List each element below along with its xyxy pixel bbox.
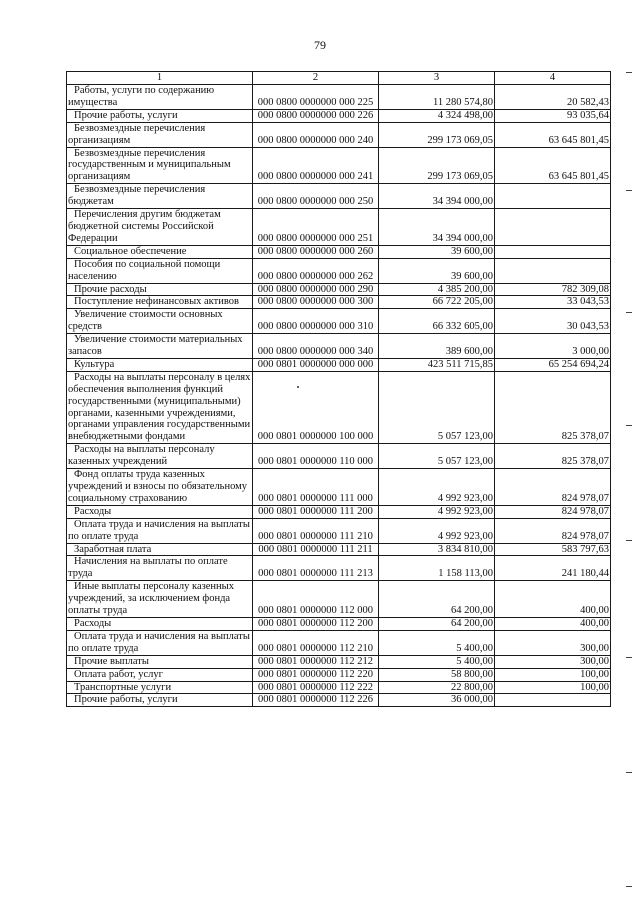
row-approved-cell: 66 722 205,00 [379, 296, 495, 309]
row-executed-cell: 100,00 [495, 668, 611, 681]
row-approved-cell: 4 992 923,00 [379, 469, 495, 506]
row-approved-cell: 389 600,00 [379, 334, 495, 359]
table-row [67, 444, 611, 469]
row-name-cell [67, 469, 253, 506]
row-approved-cell: 4 992 923,00 [379, 518, 495, 543]
scan-edge-mark [626, 886, 632, 887]
row-code-cell: 000 0801 0000000 100 000 [253, 371, 379, 443]
row-name-cell [67, 543, 253, 556]
row-name-cell [67, 668, 253, 681]
row-name-text: Прочие работы, услуги [74, 694, 178, 706]
row-executed-cell: 825 378,07 [495, 444, 611, 469]
row-executed-cell [495, 209, 611, 246]
row-code-cell: 000 0801 0000000 111 211 [253, 543, 379, 556]
row-executed-cell: 300,00 [495, 655, 611, 668]
row-name-text: Расходы на выплаты персоналу казенных учреждений [68, 444, 215, 468]
row-approved-cell: 58 800,00 [379, 668, 495, 681]
row-name-text: Оплата труда и начисления на выплаты по оплате труда [68, 518, 250, 542]
table-row [67, 630, 611, 655]
table-row [67, 371, 611, 443]
row-name-text: Фонд оплаты труда казенных учреждений и взносы по обязательному социальному страхованию [68, 469, 248, 504]
row-code-cell: 000 0800 0000000 000 340 [253, 334, 379, 359]
row-name-text: Увеличение стоимости основных средств [68, 309, 223, 333]
row-executed-cell: 824 978,07 [495, 469, 611, 506]
table-row [67, 209, 611, 246]
row-code-cell: 000 0800 0000000 000 240 [253, 122, 379, 147]
row-executed-cell: 20 582,43 [495, 85, 611, 110]
scan-speck [297, 386, 299, 388]
row-name-cell [67, 681, 253, 694]
row-name-cell [67, 630, 253, 655]
table-row [67, 85, 611, 110]
row-name-cell [67, 581, 253, 618]
row-code-cell: 000 0800 0000000 000 241 [253, 147, 379, 184]
scan-edge-mark [626, 540, 632, 541]
row-executed-cell: 825 378,07 [495, 371, 611, 443]
row-code-cell: 000 0801 0000000 112 212 [253, 655, 379, 668]
scan-edge-mark [626, 72, 632, 73]
row-executed-cell: 300,00 [495, 630, 611, 655]
row-name-text: Безвозмездные перечисления организациям [68, 122, 206, 146]
table-header-row [67, 72, 611, 85]
row-approved-cell: 66 332 605,00 [379, 309, 495, 334]
row-name-cell [67, 109, 253, 122]
row-executed-cell: 3 000,00 [495, 334, 611, 359]
row-name-text: Пособия по социальной помощи населению [68, 258, 221, 282]
column-header-1: 1 [67, 72, 253, 85]
row-name-cell [67, 184, 253, 209]
table-row [67, 296, 611, 309]
row-code-cell: 000 0800 0000000 000 262 [253, 258, 379, 283]
row-approved-cell: 3 834 810,00 [379, 543, 495, 556]
row-approved-cell: 4 324 498,00 [379, 109, 495, 122]
row-approved-cell: 34 394 000,00 [379, 184, 495, 209]
table-row [67, 694, 611, 707]
row-name-cell [67, 358, 253, 371]
row-name-text: Увеличение стоимости материальных запасов [68, 334, 243, 358]
row-approved-cell: 5 057 123,00 [379, 371, 495, 443]
row-code-cell: 000 0801 0000000 112 210 [253, 630, 379, 655]
scan-edge-mark [626, 425, 632, 426]
column-header-2: 2 [253, 72, 379, 85]
row-code-cell: 000 0800 0000000 000 310 [253, 309, 379, 334]
row-approved-cell: 299 173 069,05 [379, 122, 495, 147]
row-name-text: Прочие выплаты [74, 655, 149, 667]
row-approved-cell: 64 200,00 [379, 581, 495, 618]
row-name-cell [67, 371, 253, 443]
row-approved-cell: 36 000,00 [379, 694, 495, 707]
row-name-cell [67, 694, 253, 707]
row-name-text: Перечисления другим бюджетам бюджетной системы Российской Федерации [68, 209, 221, 244]
row-executed-cell: 100,00 [495, 681, 611, 694]
row-executed-cell: 824 978,07 [495, 505, 611, 518]
scan-edge-mark [626, 772, 632, 773]
row-code-cell: 000 0801 0000000 112 000 [253, 581, 379, 618]
row-code-cell: 000 0800 0000000 000 260 [253, 245, 379, 258]
table-row [67, 469, 611, 506]
row-name-text: Иные выплаты персоналу казенных учреждений, за исключением фонда оплаты труда [68, 581, 234, 617]
row-name-cell [67, 245, 253, 258]
column-header-4: 4 [495, 72, 611, 85]
row-executed-cell: 63 645 801,45 [495, 122, 611, 147]
row-name-text: Безвозмездные перечисления бюджетам [68, 184, 206, 208]
row-executed-cell: 30 043,53 [495, 309, 611, 334]
table-row [67, 334, 611, 359]
row-executed-cell: 33 043,53 [495, 296, 611, 309]
row-code-cell: 000 0800 0000000 000 250 [253, 184, 379, 209]
row-approved-cell: 34 394 000,00 [379, 209, 495, 246]
row-name-text: Прочие работы, услуги [74, 109, 178, 121]
row-name-cell [67, 309, 253, 334]
row-name-text: Транспортные услуги [74, 681, 172, 693]
row-code-cell: 000 0800 0000000 000 225 [253, 85, 379, 110]
table-row [67, 309, 611, 334]
table-row [67, 556, 611, 581]
row-name-cell [67, 283, 253, 296]
row-name-cell [67, 556, 253, 581]
scan-edge-mark [626, 312, 632, 313]
column-header-3: 3 [379, 72, 495, 85]
table-body [67, 85, 611, 707]
row-name-cell [67, 444, 253, 469]
row-executed-cell: 782 309,08 [495, 283, 611, 296]
row-approved-cell: 5 057 123,00 [379, 444, 495, 469]
row-code-cell: 000 0800 0000000 000 300 [253, 296, 379, 309]
table-row [67, 518, 611, 543]
budget-table [66, 71, 611, 707]
row-name-cell [67, 258, 253, 283]
row-name-text: Социальное обеспечение [74, 245, 187, 257]
row-approved-cell: 11 280 574,80 [379, 85, 495, 110]
row-approved-cell: 39 600,00 [379, 245, 495, 258]
row-name-text: Прочие расходы [74, 283, 147, 295]
row-name-cell [67, 85, 253, 110]
row-code-cell: 000 0800 0000000 000 226 [253, 109, 379, 122]
row-name-cell [67, 334, 253, 359]
row-code-cell: 000 0801 0000000 112 222 [253, 681, 379, 694]
table-row [67, 668, 611, 681]
row-executed-cell [495, 245, 611, 258]
row-name-text: Оплата работ, услуг [74, 668, 163, 680]
row-approved-cell: 5 400,00 [379, 655, 495, 668]
table-row [67, 147, 611, 184]
table-row [67, 543, 611, 556]
row-approved-cell: 1 158 113,00 [379, 556, 495, 581]
table-row [67, 581, 611, 618]
table-row [67, 505, 611, 518]
row-executed-cell: 400,00 [495, 617, 611, 630]
row-code-cell: 000 0801 0000000 111 210 [253, 518, 379, 543]
row-name-cell [67, 296, 253, 309]
row-executed-cell: 241 180,44 [495, 556, 611, 581]
row-approved-cell: 299 173 069,05 [379, 147, 495, 184]
row-code-cell: 000 0801 0000000 112 200 [253, 617, 379, 630]
row-executed-cell: 65 254 694,24 [495, 358, 611, 371]
row-name-text: Безвозмездные перечисления государственным и муниципальным организациям [68, 147, 231, 183]
row-executed-cell: 400,00 [495, 581, 611, 618]
table-row [67, 655, 611, 668]
row-name-text: Культура [74, 358, 115, 370]
row-approved-cell: 4 992 923,00 [379, 505, 495, 518]
row-code-cell: 000 0800 0000000 000 290 [253, 283, 379, 296]
row-executed-cell [495, 258, 611, 283]
row-code-cell: 000 0801 0000000 111 000 [253, 469, 379, 506]
row-executed-cell: 63 645 801,45 [495, 147, 611, 184]
row-approved-cell: 22 800,00 [379, 681, 495, 694]
row-executed-cell: 583 797,63 [495, 543, 611, 556]
row-code-cell: 000 0801 0000000 111 213 [253, 556, 379, 581]
row-name-cell [67, 505, 253, 518]
table-row [67, 245, 611, 258]
row-approved-cell: 4 385 200,00 [379, 283, 495, 296]
row-name-cell [67, 122, 253, 147]
table-row [67, 122, 611, 147]
row-code-cell: 000 0801 0000000 112 226 [253, 694, 379, 707]
row-name-text: Заработная плата [74, 543, 152, 555]
row-name-text: Расходы [74, 505, 112, 517]
scan-edge-mark [626, 190, 632, 191]
table-row [67, 358, 611, 371]
row-name-cell [67, 617, 253, 630]
row-approved-cell: 423 511 715,85 [379, 358, 495, 371]
table-row [67, 681, 611, 694]
page-number: 79 [314, 38, 326, 52]
row-approved-cell: 64 200,00 [379, 617, 495, 630]
row-name-text: Расходы [74, 617, 112, 629]
row-name-cell [67, 147, 253, 184]
row-code-cell: 000 0801 0000000 112 220 [253, 668, 379, 681]
table-row [67, 258, 611, 283]
row-name-text: Поступление нефинансовых активов [74, 296, 239, 308]
row-name-cell [67, 518, 253, 543]
row-code-cell: 000 0801 0000000 000 000 [253, 358, 379, 371]
table-row [67, 617, 611, 630]
row-executed-cell: 93 035,64 [495, 109, 611, 122]
row-name-text: Расходы на выплаты персоналу в целях обеспечения выполнения функций государственными (муниципальными) органами, казенными учреждениями, органами управления государственными внебюджетными фондами [68, 371, 251, 443]
row-name-cell [67, 209, 253, 246]
scan-edge-mark [626, 657, 632, 658]
row-approved-cell: 5 400,00 [379, 630, 495, 655]
row-name-text: Оплата труда и начисления на выплаты по оплате труда [68, 630, 250, 654]
row-executed-cell [495, 184, 611, 209]
row-code-cell: 000 0800 0000000 000 251 [253, 209, 379, 246]
row-code-cell: 000 0801 0000000 110 000 [253, 444, 379, 469]
row-approved-cell: 39 600,00 [379, 258, 495, 283]
row-name-text: Работы, услуги по содержанию имущества [68, 85, 215, 108]
row-executed-cell [495, 694, 611, 707]
row-name-text: Начисления на выплаты по оплате труда [68, 556, 228, 580]
table-row [67, 283, 611, 296]
table-row [67, 109, 611, 122]
table-row [67, 184, 611, 209]
row-code-cell: 000 0801 0000000 111 200 [253, 505, 379, 518]
row-executed-cell: 824 978,07 [495, 518, 611, 543]
row-name-cell [67, 655, 253, 668]
